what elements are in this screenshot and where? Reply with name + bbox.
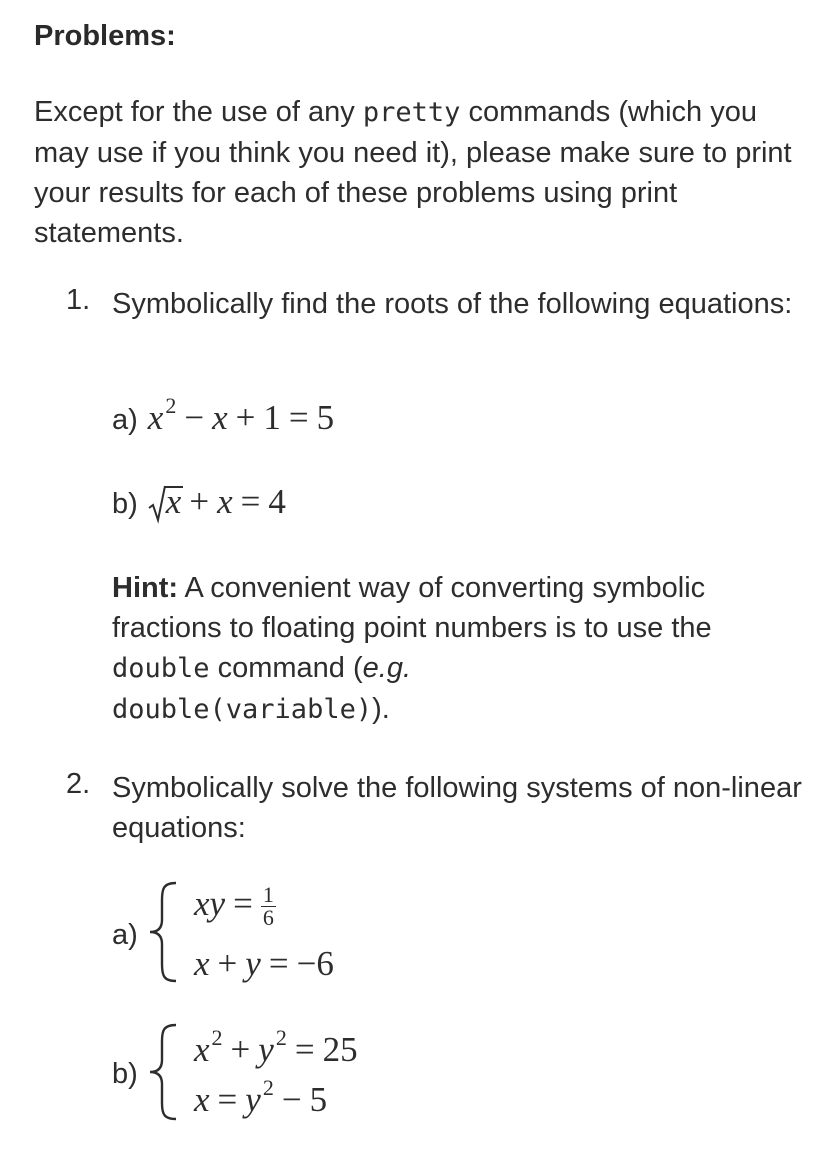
equals-sign: = [288, 398, 309, 437]
exponent: 2 [165, 393, 177, 418]
var-x: x [165, 482, 182, 521]
square-root [148, 482, 182, 522]
intro-paragraph [34, 92, 804, 253]
page-title: Problems: [34, 20, 176, 52]
plus-sign: + [217, 944, 238, 983]
hint-paragraph [112, 568, 812, 730]
equals-sign: = [240, 482, 261, 521]
plus-sign: + [230, 1030, 251, 1069]
exponent: 2 [262, 1075, 274, 1100]
intro-text-1: Except for the use of any [34, 96, 363, 128]
system-b-label: b) [112, 1058, 138, 1090]
hint-text-2: command ( [209, 652, 363, 684]
fraction-numerator: 1 [262, 882, 274, 908]
hint-eg: e.g. [362, 652, 412, 684]
var-x: x [194, 1030, 210, 1069]
problem-1-text: Symbolically find the roots of the following equations: [112, 288, 793, 320]
var-y: y [258, 1030, 274, 1069]
var-x: x [217, 482, 233, 521]
problem-1-number: 1. [66, 284, 91, 316]
code-pretty: pretty [362, 97, 461, 128]
item-label: b) [112, 488, 138, 520]
problem-1a-equation [112, 393, 335, 438]
var-x: x [194, 1080, 210, 1119]
item-label: a) [112, 404, 138, 436]
equals-sign: = [217, 1080, 238, 1119]
hint-text-3: ). [372, 693, 390, 725]
system-a-label: a) [112, 919, 138, 951]
rhs-value: −6 [296, 944, 334, 983]
system-a-equation-2 [194, 944, 334, 984]
var-y: y [245, 944, 261, 983]
system-b-equation-1 [194, 1025, 358, 1070]
radical-sign-icon [148, 484, 168, 524]
system-b-equation-2 [194, 1075, 328, 1120]
rhs-value: 5 [309, 1080, 328, 1119]
rhs-value: 5 [316, 398, 335, 437]
plus-sign: + [189, 482, 210, 521]
problem-2-number: 2. [66, 768, 91, 800]
var-xy: xy [194, 884, 226, 923]
hint-label: Hint: [112, 572, 179, 604]
equals-sign: = [268, 944, 289, 983]
problem-2-text: Symbolically solve the following systems of non-linear equations: [112, 772, 802, 844]
rhs-value: 4 [268, 482, 286, 521]
var-x: x [194, 944, 210, 983]
rhs-value: 25 [322, 1030, 358, 1069]
constant: 1 [263, 398, 281, 437]
exponent: 2 [211, 1025, 223, 1050]
equals-sign: = [294, 1030, 315, 1069]
minus-sign: − [281, 1080, 302, 1119]
intro-text-2: commands (which you may use if you think you need it), please make sure to print your results for each of these problems using print statements. [34, 96, 792, 249]
hint-text-1: A convenient way of converting symbolic fractions to floating point numbers is to use the [112, 572, 712, 644]
var-x: x [147, 398, 164, 437]
equals-sign: = [233, 884, 253, 923]
system-a-equation-1 [194, 884, 276, 933]
code-double-variable: double(variable) [112, 694, 373, 725]
plus-sign: + [235, 398, 256, 437]
code-double: double [112, 653, 210, 684]
var-x: x [212, 398, 228, 437]
exponent: 2 [275, 1025, 287, 1050]
var-y: y [245, 1080, 261, 1119]
minus-sign: − [184, 398, 205, 437]
left-brace-icon [146, 880, 182, 984]
fraction [261, 884, 276, 929]
fraction-denominator: 6 [262, 905, 274, 931]
left-brace-icon [146, 1022, 182, 1122]
problem-1b-equation [112, 482, 286, 522]
